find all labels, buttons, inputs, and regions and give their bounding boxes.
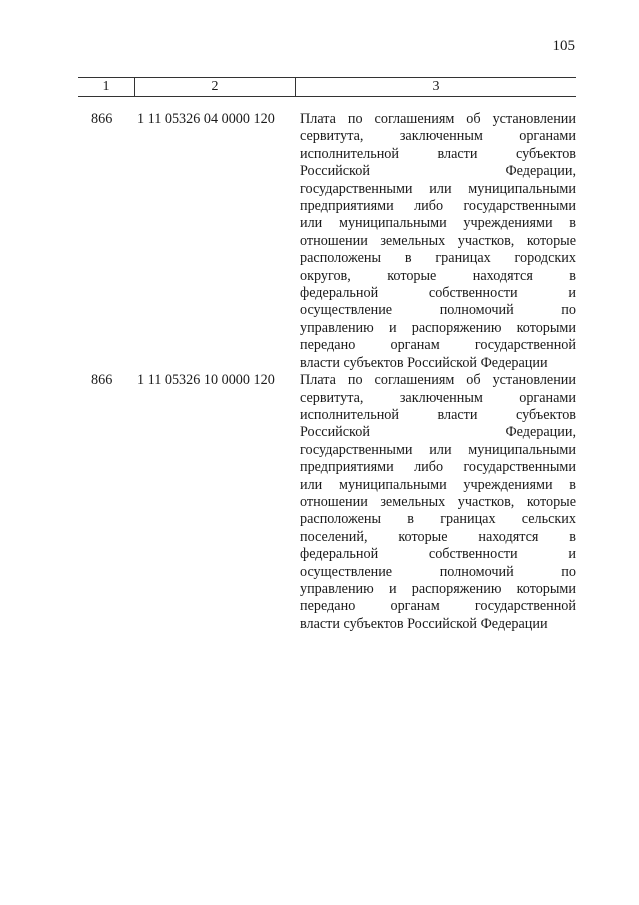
description-line: сервитута, заключенным органами [300,389,576,406]
description-line: или муниципальными учреждениями в [300,476,576,493]
description-line: предприятиями либо государственными [300,459,576,476]
description-line: федеральной собственности и [300,546,576,563]
description-line: отношении земельных участков, которые [300,493,576,510]
description-line: предприятиями либо государственными [300,198,576,215]
description-line: осуществление полномочий по [300,563,576,580]
column-header-2: 2 [134,78,295,96]
description-line: сервитута, заключенным органами [300,128,576,145]
description-line: округов, которые находятся в [300,267,576,284]
description-line: власти субъектов Российской Федерации [300,615,548,632]
description-line: власти субъектов Российской Федерации [300,354,548,371]
table-row [78,111,576,372]
description-line: исполнительной власти субъектов [300,145,576,162]
description-line: расположены в границах городских [300,250,576,267]
income-codes-table [78,77,576,633]
column-header-3: 3 [295,78,576,96]
table-header [78,77,576,97]
income-code-cell: 1 11 05326 04 0000 120 [137,111,275,127]
table-row [78,372,576,633]
description-line: расположены в границах сельских [300,511,576,528]
income-code-cell: 1 11 05326 10 0000 120 [137,372,275,389]
description-line: управлению и распоряжению которыми [300,319,576,336]
admin-code-cell: 866 [91,372,113,389]
column-header-1: 1 [102,79,110,94]
description-cell [298,111,576,372]
description-line: государственными или муниципальными [300,441,576,458]
description-line: исполнительной власти субъектов [300,406,576,423]
description-line: передано органам государственной [300,598,576,615]
description-line: государственными или муниципальными [300,180,576,197]
description-line: отношении земельных участков, которые [300,232,576,249]
description-line: осуществление полномочий по [300,302,576,319]
description-line: поселений, которые находятся в [300,528,576,545]
description-line: Российской Федерации, [300,163,576,180]
description-line: Российской Федерации, [300,424,576,441]
description-line: федеральной собственности и [300,285,576,302]
description-cell [298,372,576,633]
description-line: Плата по соглашениям об установлении [300,111,576,127]
description-line: Плата по соглашениям об установлении [300,372,576,389]
description-line: или муниципальными учреждениями в [300,215,576,232]
admin-code-cell: 866 [91,111,113,127]
page-number: 105 [552,38,575,54]
description-line: управлению и распоряжению которыми [300,580,576,597]
description-line: передано органам государственной [300,337,576,354]
